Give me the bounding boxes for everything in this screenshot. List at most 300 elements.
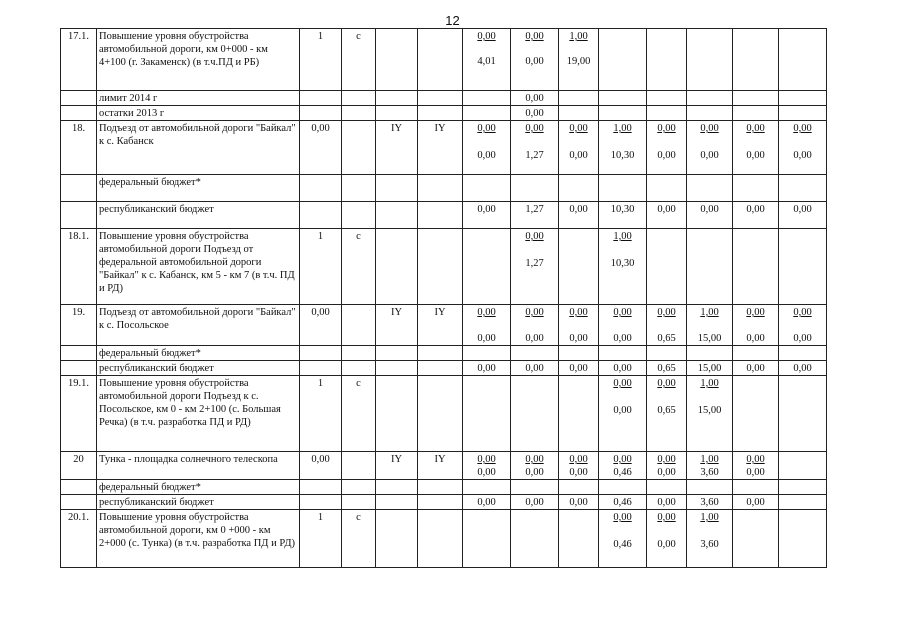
amount-cell <box>463 376 511 452</box>
amount-cell <box>559 361 599 376</box>
row-name-cell: Повышение уровня обустройства автомобильной дороги, км 0+000 - км 4+100 (г. Закаменск) (в т.ч.ПД и РБ) <box>97 29 300 91</box>
row-number-cell: 20.1. <box>61 510 97 568</box>
amount-cell <box>733 175 779 202</box>
amount-cell <box>599 361 647 376</box>
amount-bottom-value: 15,00 <box>697 333 722 344</box>
amount-cell <box>733 452 779 480</box>
value-cell: 1 <box>300 510 342 568</box>
amount-cell <box>687 202 733 229</box>
amount-cell <box>599 229 647 305</box>
row-number-cell <box>61 175 97 202</box>
amount-cell <box>687 452 733 480</box>
amount-top-value: 15,00 <box>697 363 722 374</box>
amount-cell <box>647 305 687 346</box>
spacer <box>735 319 776 332</box>
amount-cell <box>733 480 779 495</box>
table-row-r20_rep <box>61 495 827 510</box>
spacer <box>649 524 684 538</box>
amount-bottom-value: 0,00 <box>525 56 544 67</box>
amount-cell <box>511 29 559 91</box>
amount-bottom-value: 15,00 <box>697 405 722 416</box>
amount-top-value: 0,00 <box>613 363 632 374</box>
spacer <box>601 30 644 42</box>
spacer <box>601 524 644 538</box>
table-row-r19_rep <box>61 361 827 376</box>
amount-cell <box>599 376 647 452</box>
value-cell: 1 <box>300 376 342 452</box>
category-cell <box>376 175 418 202</box>
amount-cell <box>559 346 599 361</box>
amount-top-value: 10,30 <box>610 204 635 215</box>
amount-cell <box>511 121 559 175</box>
row-name-cell: остатки 2013 г <box>97 106 300 121</box>
spacer <box>561 43 596 55</box>
amount-cell <box>647 480 687 495</box>
table-row-r19_1 <box>61 376 827 452</box>
amount-cell <box>733 305 779 346</box>
spacer <box>601 243 644 257</box>
table-row-r_limit <box>61 91 827 106</box>
amount-cell <box>463 175 511 202</box>
amount-top-value: 0,00 <box>746 363 765 374</box>
amount-cell <box>511 346 559 361</box>
value-cell <box>300 202 342 229</box>
amount-cell <box>511 202 559 229</box>
unit-cell <box>342 495 376 510</box>
amount-top-value: 0,00 <box>746 454 765 465</box>
category-cell <box>418 361 463 376</box>
amount-cell <box>733 29 779 91</box>
row-number-cell: 19. <box>61 305 97 346</box>
amount-cell <box>687 376 733 452</box>
amount-bottom-value: 3,60 <box>700 467 719 478</box>
amount-cell <box>599 121 647 175</box>
amount-cell <box>599 480 647 495</box>
spacer <box>465 511 508 525</box>
category-cell <box>376 91 418 106</box>
row-name-cell: республиканский бюджет <box>97 495 300 510</box>
spacer <box>513 319 556 332</box>
amount-cell <box>647 229 687 305</box>
amount-cell <box>779 91 827 106</box>
amount-cell <box>647 202 687 229</box>
amount-cell <box>779 452 827 480</box>
unit-cell: с <box>342 229 376 305</box>
amount-cell <box>559 510 599 568</box>
amount-cell <box>599 452 647 480</box>
category-cell: IY <box>376 121 418 175</box>
table-row-r19 <box>61 305 827 346</box>
unit-cell <box>342 305 376 346</box>
amount-top-value: 0,00 <box>569 204 588 215</box>
table-row-r20 <box>61 452 827 480</box>
amount-cell <box>559 495 599 510</box>
spacer <box>465 135 508 149</box>
amount-top-value: 0,00 <box>569 363 588 374</box>
amount-cell <box>647 121 687 175</box>
category-cell: IY <box>418 452 463 480</box>
spacer <box>689 135 730 149</box>
amount-top-value: 0,00 <box>525 231 544 242</box>
amount-cell <box>463 229 511 305</box>
amount-cell <box>559 202 599 229</box>
amount-bottom-value: 0,46 <box>613 539 632 550</box>
spacer <box>465 377 508 391</box>
amount-bottom-value: 0,00 <box>477 467 496 478</box>
amount-top-value: 0,00 <box>793 123 812 134</box>
spacer <box>781 30 824 42</box>
spacer <box>561 511 596 525</box>
spacer <box>649 390 684 404</box>
unit-cell <box>342 121 376 175</box>
amount-bottom-value: 0,65 <box>657 333 676 344</box>
table-row-r18_fed <box>61 175 827 202</box>
row-number-cell: 20 <box>61 452 97 480</box>
amount-top-value: 0,00 <box>613 378 632 389</box>
category-cell <box>418 229 463 305</box>
amount-top-value: 1,00 <box>700 307 719 318</box>
category-cell <box>418 346 463 361</box>
spacer <box>689 390 730 404</box>
spacer <box>465 319 508 332</box>
spacer <box>561 135 596 149</box>
category-cell <box>418 29 463 91</box>
amount-cell <box>559 121 599 175</box>
value-cell <box>300 346 342 361</box>
amount-bottom-value: 0,00 <box>613 405 632 416</box>
amount-bottom-value: 0,00 <box>793 333 812 344</box>
value-cell: 0,00 <box>300 305 342 346</box>
category-cell <box>418 495 463 510</box>
amount-cell <box>687 175 733 202</box>
amount-cell <box>463 510 511 568</box>
amount-cell <box>511 229 559 305</box>
category-cell: IY <box>376 305 418 346</box>
amount-cell <box>779 106 827 121</box>
amount-top-value: 1,00 <box>700 378 719 389</box>
amount-cell <box>779 202 827 229</box>
amount-cell <box>511 91 559 106</box>
amount-top-value: 0,00 <box>477 454 496 465</box>
amount-cell <box>647 175 687 202</box>
amount-cell <box>733 376 779 452</box>
amount-top-value: 0,00 <box>700 204 719 215</box>
amount-cell <box>647 495 687 510</box>
amount-top-value: 0,00 <box>657 497 676 508</box>
amount-cell <box>599 29 647 91</box>
table-row-r18_1 <box>61 229 827 305</box>
amount-cell <box>647 29 687 91</box>
amount-cell <box>647 510 687 568</box>
spacer <box>735 230 776 244</box>
amount-bottom-value: 0,00 <box>525 333 544 344</box>
category-cell <box>418 91 463 106</box>
spacer <box>561 230 596 244</box>
amount-cell <box>511 480 559 495</box>
amount-bottom-value: 0,00 <box>569 150 588 161</box>
amount-cell <box>599 495 647 510</box>
amount-cell <box>779 376 827 452</box>
amount-top-value: 0,00 <box>477 363 496 374</box>
row-number-cell: 17.1. <box>61 29 97 91</box>
amount-cell <box>599 202 647 229</box>
spacer <box>601 390 644 404</box>
amount-top-value: 1,00 <box>700 454 719 465</box>
spacer <box>513 43 556 55</box>
row-number-cell <box>61 202 97 229</box>
amount-cell <box>463 480 511 495</box>
spacer <box>781 230 824 244</box>
amount-cell <box>559 480 599 495</box>
value-cell <box>300 480 342 495</box>
amount-cell <box>779 305 827 346</box>
amount-bottom-value: 0,00 <box>746 333 765 344</box>
amount-cell <box>779 480 827 495</box>
row-number-cell <box>61 106 97 121</box>
amount-top-value: 1,00 <box>613 231 632 242</box>
amount-cell <box>779 175 827 202</box>
amount-cell <box>559 452 599 480</box>
amount-top-value: 1,00 <box>613 123 632 134</box>
amount-bottom-value: 0,65 <box>657 405 676 416</box>
row-number-cell <box>61 361 97 376</box>
amount-bottom-value: 0,00 <box>477 150 496 161</box>
amount-top-value: 0,00 <box>525 363 544 374</box>
amount-cell <box>463 91 511 106</box>
amount-cell <box>687 29 733 91</box>
amount-top-value: 0,00 <box>793 204 812 215</box>
amount-top-value: 0,00 <box>613 512 632 523</box>
amount-cell <box>511 305 559 346</box>
table-row-r18_rep <box>61 202 827 229</box>
unit-cell <box>342 202 376 229</box>
amount-cell <box>599 510 647 568</box>
amount-top-value: 0,00 <box>657 512 676 523</box>
amount-top-value: 0,00 <box>525 108 544 119</box>
amount-top-value: 0,00 <box>477 123 496 134</box>
amount-cell <box>687 229 733 305</box>
amount-cell <box>511 452 559 480</box>
page-number: 12 <box>445 13 460 28</box>
category-cell <box>418 175 463 202</box>
amount-top-value: 0,00 <box>657 307 676 318</box>
spacer <box>513 243 556 257</box>
amount-cell <box>599 175 647 202</box>
amount-cell <box>687 480 733 495</box>
value-cell: 1 <box>300 29 342 91</box>
amount-cell <box>463 305 511 346</box>
row-name-cell: Повышение уровня обустройства автомобильной дороги Подъезд от федеральной автомобильной дороги "Байкал" к с. Кабанск, км 5 - км 7 (в т.ч. ПД и РД) <box>97 229 300 305</box>
amount-top-value: 0,00 <box>613 454 632 465</box>
amount-cell <box>559 305 599 346</box>
unit-cell <box>342 91 376 106</box>
amount-top-value: 0,00 <box>657 454 676 465</box>
amount-cell <box>559 106 599 121</box>
spacer <box>781 511 824 525</box>
amount-cell <box>463 495 511 510</box>
spacer <box>689 524 730 538</box>
amount-top-value: 0,00 <box>700 123 719 134</box>
amount-top-value: 0,65 <box>657 363 676 374</box>
category-cell: IY <box>418 305 463 346</box>
amount-top-value: 0,46 <box>613 497 632 508</box>
amount-cell <box>599 305 647 346</box>
amount-bottom-value: 0,00 <box>657 150 676 161</box>
row-name-cell: федеральный бюджет* <box>97 346 300 361</box>
amount-cell <box>733 346 779 361</box>
amount-bottom-value: 0,00 <box>793 150 812 161</box>
category-cell <box>376 510 418 568</box>
row-name-cell: Тунка - площадка солнечного телескопа <box>97 452 300 480</box>
row-number-cell <box>61 480 97 495</box>
value-cell <box>300 91 342 106</box>
row-number-cell: 18. <box>61 121 97 175</box>
spacer <box>689 230 730 244</box>
category-cell: IY <box>418 121 463 175</box>
row-name-cell: федеральный бюджет* <box>97 480 300 495</box>
amount-top-value: 0,00 <box>525 454 544 465</box>
amount-cell <box>647 452 687 480</box>
category-cell <box>418 510 463 568</box>
unit-cell <box>342 346 376 361</box>
value-cell <box>300 106 342 121</box>
unit-cell: с <box>342 376 376 452</box>
amount-top-value: 0,00 <box>477 31 496 42</box>
amount-cell <box>647 91 687 106</box>
amount-cell <box>687 495 733 510</box>
amount-bottom-value: 19,00 <box>566 56 591 67</box>
amount-top-value: 0,00 <box>525 307 544 318</box>
spacer <box>689 30 730 42</box>
amount-cell <box>463 106 511 121</box>
amount-cell <box>779 346 827 361</box>
row-name-cell: Подъезд от автомобильной дороги "Байкал" к с. Посольское <box>97 305 300 346</box>
amount-top-value: 0,00 <box>477 307 496 318</box>
amount-top-value: 0,00 <box>793 363 812 374</box>
row-number-cell: 18.1. <box>61 229 97 305</box>
amount-top-value: 0,00 <box>793 307 812 318</box>
amount-cell <box>733 361 779 376</box>
amount-cell <box>779 495 827 510</box>
amount-cell <box>599 346 647 361</box>
amount-cell <box>463 202 511 229</box>
amount-cell <box>559 175 599 202</box>
category-cell <box>376 106 418 121</box>
table-row-r20_1 <box>61 510 827 568</box>
table-row-r19_fed <box>61 346 827 361</box>
spacer <box>465 230 508 244</box>
amount-cell <box>559 376 599 452</box>
category-cell <box>376 346 418 361</box>
row-name-cell: Повышение уровня обустройства автомобильной дороги Подъезд к с. Посольское, км 0 - км 2+100 (с. Большая Речка) (в т.ч. разработка ПД и РД) <box>97 376 300 452</box>
spacer <box>781 377 824 391</box>
spacer <box>649 30 684 42</box>
category-cell <box>418 480 463 495</box>
amount-bottom-value: 0,00 <box>613 333 632 344</box>
spacer <box>601 135 644 149</box>
spacer <box>781 135 824 149</box>
amount-bottom-value: 4,01 <box>477 56 496 67</box>
amount-cell <box>463 361 511 376</box>
amount-cell <box>463 346 511 361</box>
spacer <box>601 319 644 332</box>
spacer <box>735 135 776 149</box>
amount-cell <box>511 106 559 121</box>
value-cell: 0,00 <box>300 452 342 480</box>
amount-top-value: 0,00 <box>525 497 544 508</box>
unit-cell: с <box>342 510 376 568</box>
amount-bottom-value: 3,60 <box>700 539 719 550</box>
amount-cell <box>463 121 511 175</box>
amount-bottom-value: 0,00 <box>525 467 544 478</box>
category-cell <box>376 480 418 495</box>
spacer <box>513 511 556 525</box>
category-cell <box>376 202 418 229</box>
amount-top-value: 0,00 <box>613 307 632 318</box>
amount-cell <box>647 346 687 361</box>
amount-bottom-value: 1,27 <box>525 258 544 269</box>
amount-cell <box>687 510 733 568</box>
row-number-cell: 19.1. <box>61 376 97 452</box>
category-cell <box>376 361 418 376</box>
category-cell <box>376 376 418 452</box>
amount-cell <box>511 361 559 376</box>
amount-bottom-value: 0,00 <box>746 467 765 478</box>
row-number-cell <box>61 91 97 106</box>
row-name-cell: федеральный бюджет* <box>97 175 300 202</box>
value-cell: 0,00 <box>300 121 342 175</box>
amount-cell <box>687 361 733 376</box>
amount-cell <box>779 29 827 91</box>
spacer <box>649 230 684 244</box>
unit-cell <box>342 452 376 480</box>
amount-top-value: 0,00 <box>569 123 588 134</box>
category-cell <box>418 376 463 452</box>
unit-cell: с <box>342 29 376 91</box>
table-row-r17_1 <box>61 29 827 91</box>
category-cell <box>376 495 418 510</box>
amount-top-value: 0,00 <box>657 123 676 134</box>
spacer <box>735 511 776 525</box>
value-cell <box>300 361 342 376</box>
category-cell <box>376 29 418 91</box>
category-cell <box>418 202 463 229</box>
amount-bottom-value: 10,30 <box>610 258 635 269</box>
table-row-r20_fed <box>61 480 827 495</box>
amount-cell <box>463 29 511 91</box>
amount-cell <box>687 346 733 361</box>
row-name-cell: лимит 2014 г <box>97 91 300 106</box>
unit-cell <box>342 361 376 376</box>
amount-cell <box>511 495 559 510</box>
amount-cell <box>599 91 647 106</box>
amount-cell <box>647 361 687 376</box>
value-cell <box>300 175 342 202</box>
amount-cell <box>559 29 599 91</box>
amount-cell <box>647 106 687 121</box>
amount-top-value: 0,00 <box>525 31 544 42</box>
amount-cell <box>599 106 647 121</box>
amount-cell <box>647 376 687 452</box>
amount-cell <box>779 229 827 305</box>
amount-cell <box>559 91 599 106</box>
row-name-cell: Повышение уровня обустройства автомобильной дороги, км 0 +000 - км 2+000 (с. Тунка) (в т.ч. разработка ПД и РД) <box>97 510 300 568</box>
table-row-r18 <box>61 121 827 175</box>
amount-cell <box>463 452 511 480</box>
amount-bottom-value: 0,00 <box>657 539 676 550</box>
category-cell <box>376 229 418 305</box>
row-number-cell <box>61 495 97 510</box>
